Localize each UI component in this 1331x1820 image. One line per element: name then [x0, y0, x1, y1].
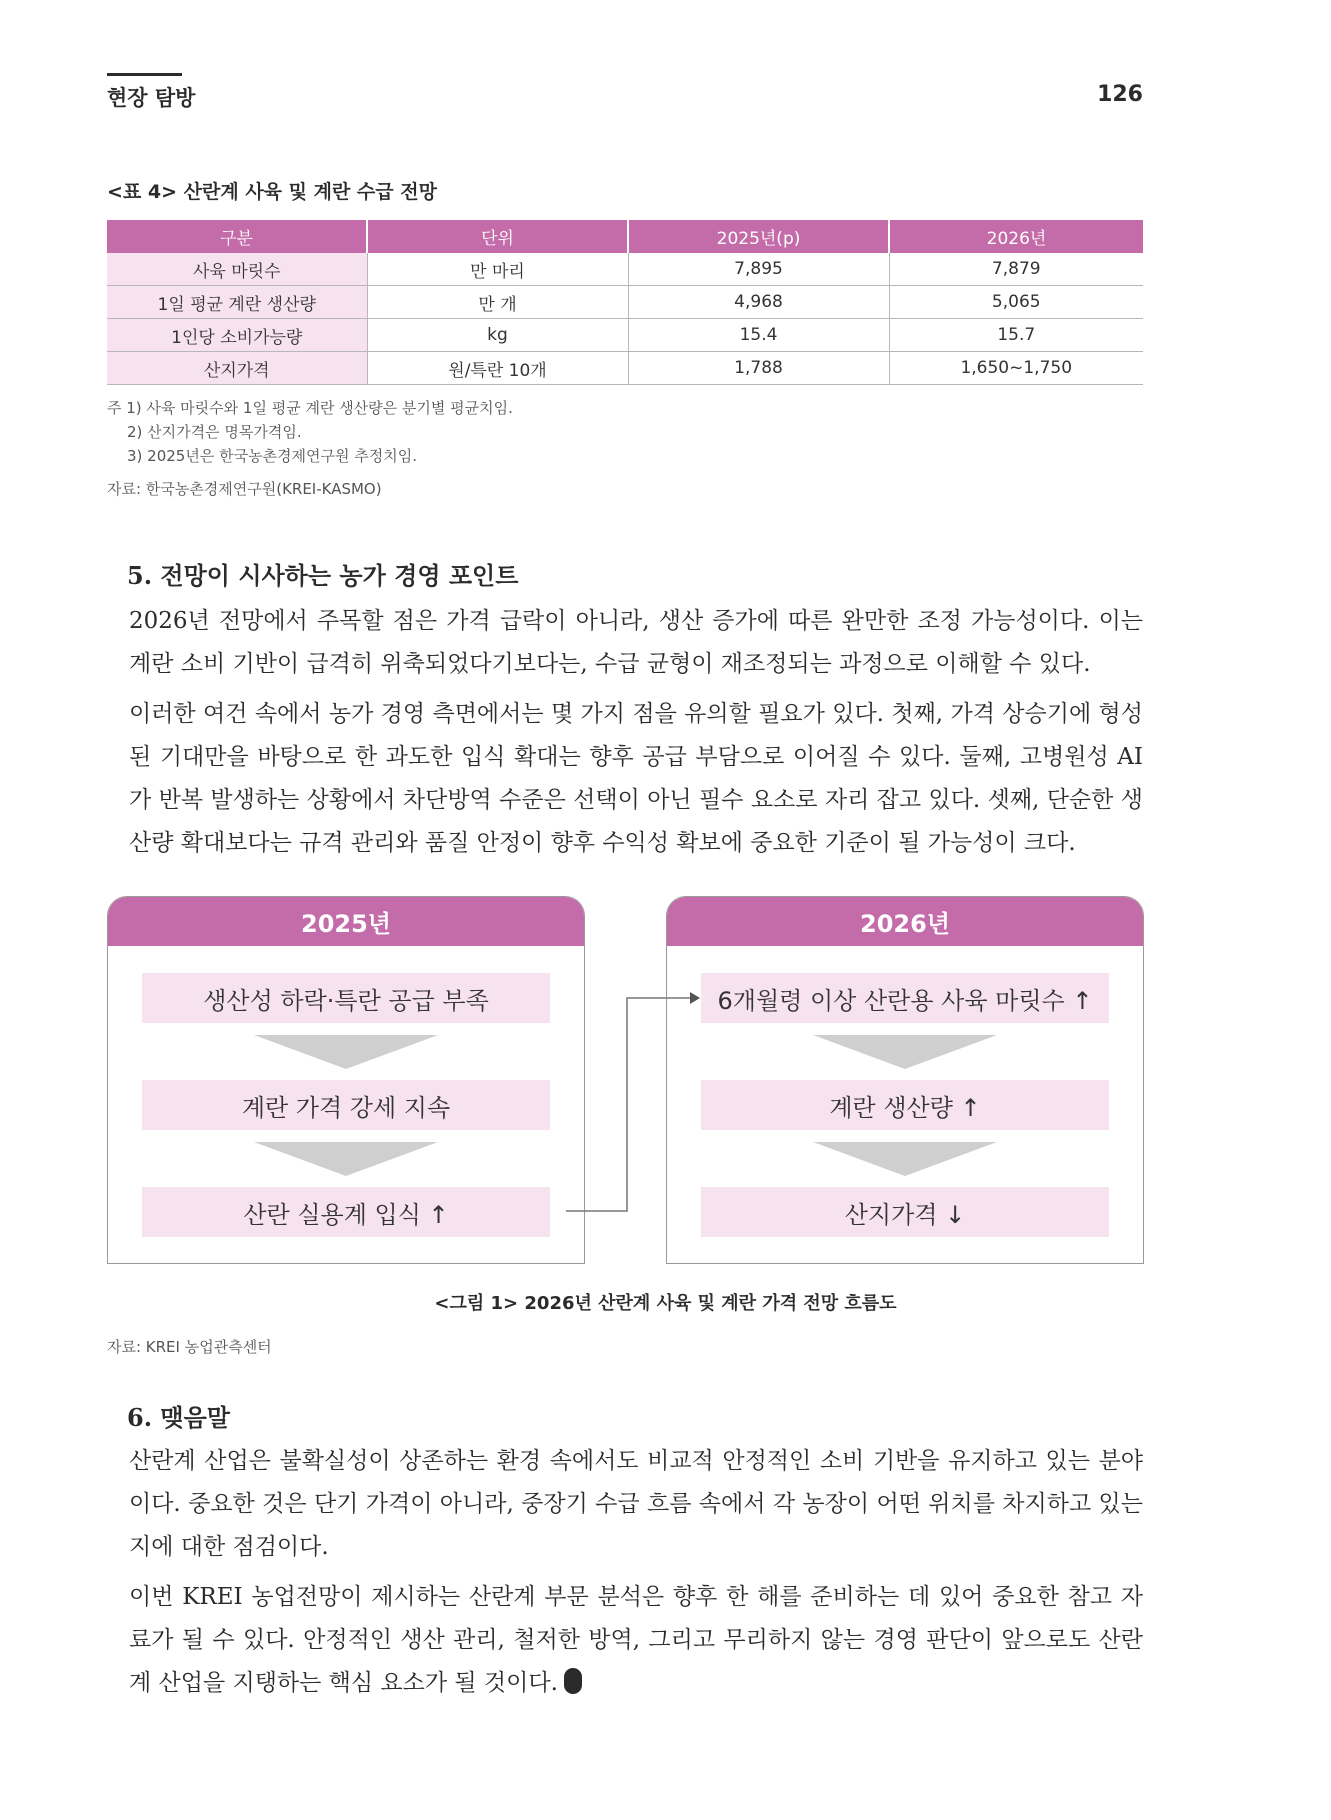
- body-paragraph: [107, 1576, 1143, 1705]
- section-title: 현장 탐방: [107, 86, 196, 110]
- table-note: 3) 2025년은 한국농촌경제연구원 추정치임.: [127, 447, 417, 465]
- flow-step: 계란 생산량 ↑: [701, 1080, 1109, 1130]
- section-heading: 5. 전망이 시사하는 농가 경영 포인트: [127, 561, 519, 590]
- row-label: 1일 평균 계란 생산량: [107, 286, 367, 319]
- row-label: 산지가격: [107, 352, 367, 385]
- flow-step: 6개월령 이상 산란용 사육 마릿수 ↑: [701, 973, 1109, 1023]
- table-note: 주 1) 사육 마릿수와 1일 평균 계란 생산량은 분기별 평균치임.: [107, 399, 513, 417]
- body-paragraph: [107, 600, 1143, 686]
- table-row: [107, 319, 1143, 352]
- supply-table: [107, 220, 1143, 385]
- body-paragraph: [107, 693, 1143, 865]
- row-label: 사육 마릿수: [107, 253, 367, 286]
- table-cell: 15.7: [889, 319, 1143, 352]
- table-source: 자료: 한국농촌경제연구원(KREI-KASMO): [107, 480, 382, 498]
- table-cell: kg: [367, 319, 628, 352]
- table-cell: 7,879: [889, 253, 1143, 286]
- flow-box-title: 2025년: [108, 897, 584, 946]
- end-mark-icon: [564, 1668, 582, 1694]
- flow-step: 생산성 하락·특란 공급 부족: [142, 973, 550, 1023]
- table-cell: 1,650~1,750: [889, 352, 1143, 385]
- table-caption: <표 4> 산란계 사육 및 계란 수급 전망: [107, 181, 437, 203]
- paragraph-text: 이번 KREI 농업전망이 제시하는 산란계 부문 분석은 향후 한 해를 준비하는 데 있어 중요한 참고 자료가 될 수 있다. 안정적인 생산 관리, 철저한 방역, 그리고 무리하지 않는 경영 판단이 앞으로도 산란계 산업을 지탱하는 핵심 요소가 될 것이다.: [129, 1584, 1143, 1696]
- page-number: 126: [1097, 82, 1143, 107]
- paragraph-text: 2026년 전망에서 주목할 점은 가격 급락이 아니라, 생산 증가에 따른 완만한 조정 가능성이다. 이는 계란 소비 기반이 급격히 위축되었다기보다는, 수급 균형이 재조정되는 과정으로 이해할 수 있다.: [129, 608, 1143, 677]
- table-cell: 15.4: [628, 319, 889, 352]
- table-row: [107, 352, 1143, 385]
- table-row: [107, 286, 1143, 319]
- table-cell: 7,895: [628, 253, 889, 286]
- paragraph-text: 산란계 산업은 불확실성이 상존하는 환경 속에서도 비교적 안정적인 소비 기반을 유지하고 있는 분야이다. 중요한 것은 단기 가격이 아니라, 중장기 수급 흐름 속에서 각 농장이 어떤 위치를 차지하고 있는지에 대한 점검이다.: [129, 1448, 1143, 1560]
- table-row: [107, 253, 1143, 286]
- table-cell: 만 개: [367, 286, 628, 319]
- paragraph-text: 이러한 여건 속에서 농가 경영 측면에서는 몇 가지 점을 유의할 필요가 있다. 첫째, 가격 상승기에 형성된 기대만을 바탕으로 한 과도한 입식 확대는 향후 공급 부담으로 이어질 수 있다. 둘째, 고병원성 AI가 반복 발생하는 상황에서 차단방역 수준은 선택이 아닌 필수 요소로 자리 잡고 있다. 셋째, 단순한 생산량 확대보다는 규격 관리와 품질 안정이 향후 수익성 확보에 중요한 기준이 될 가능성이 크다.: [129, 701, 1143, 856]
- header-rule: [107, 73, 182, 76]
- down-arrow-icon: [254, 1142, 438, 1176]
- column-header: 단위: [367, 220, 628, 253]
- flow-step: 산란 실용계 입식 ↑: [142, 1187, 550, 1237]
- column-header: 구분: [107, 220, 367, 253]
- row-label: 1인당 소비가능량: [107, 319, 367, 352]
- flow-box-2026: [666, 896, 1144, 1264]
- figure-source: 자료: KREI 농업관측센터: [107, 1338, 272, 1356]
- figure-caption: <그림 1> 2026년 산란계 사육 및 계란 가격 전망 흐름도: [434, 1293, 897, 1314]
- flow-step: 계란 가격 강세 지속: [142, 1080, 550, 1130]
- down-arrow-icon: [813, 1142, 997, 1176]
- table-cell: 1,788: [628, 352, 889, 385]
- flow-step: 산지가격 ↓: [701, 1187, 1109, 1237]
- flow-box-2025: [107, 896, 585, 1264]
- table-cell: 만 마리: [367, 253, 628, 286]
- column-header: 2025년(p): [628, 220, 889, 253]
- table-cell: 4,968: [628, 286, 889, 319]
- section-heading: 6. 맺음말: [127, 1403, 230, 1432]
- table-cell: 원/특란 10개: [367, 352, 628, 385]
- body-paragraph: [107, 1440, 1143, 1569]
- column-header: 2026년: [889, 220, 1143, 253]
- down-arrow-icon: [254, 1035, 438, 1069]
- table-notes: [107, 396, 513, 468]
- table-header-row: [107, 220, 1143, 253]
- down-arrow-icon: [813, 1035, 997, 1069]
- flow-box-title: 2026년: [667, 897, 1143, 946]
- table-note: 2) 산지가격은 명목가격임.: [127, 423, 302, 441]
- table-cell: 5,065: [889, 286, 1143, 319]
